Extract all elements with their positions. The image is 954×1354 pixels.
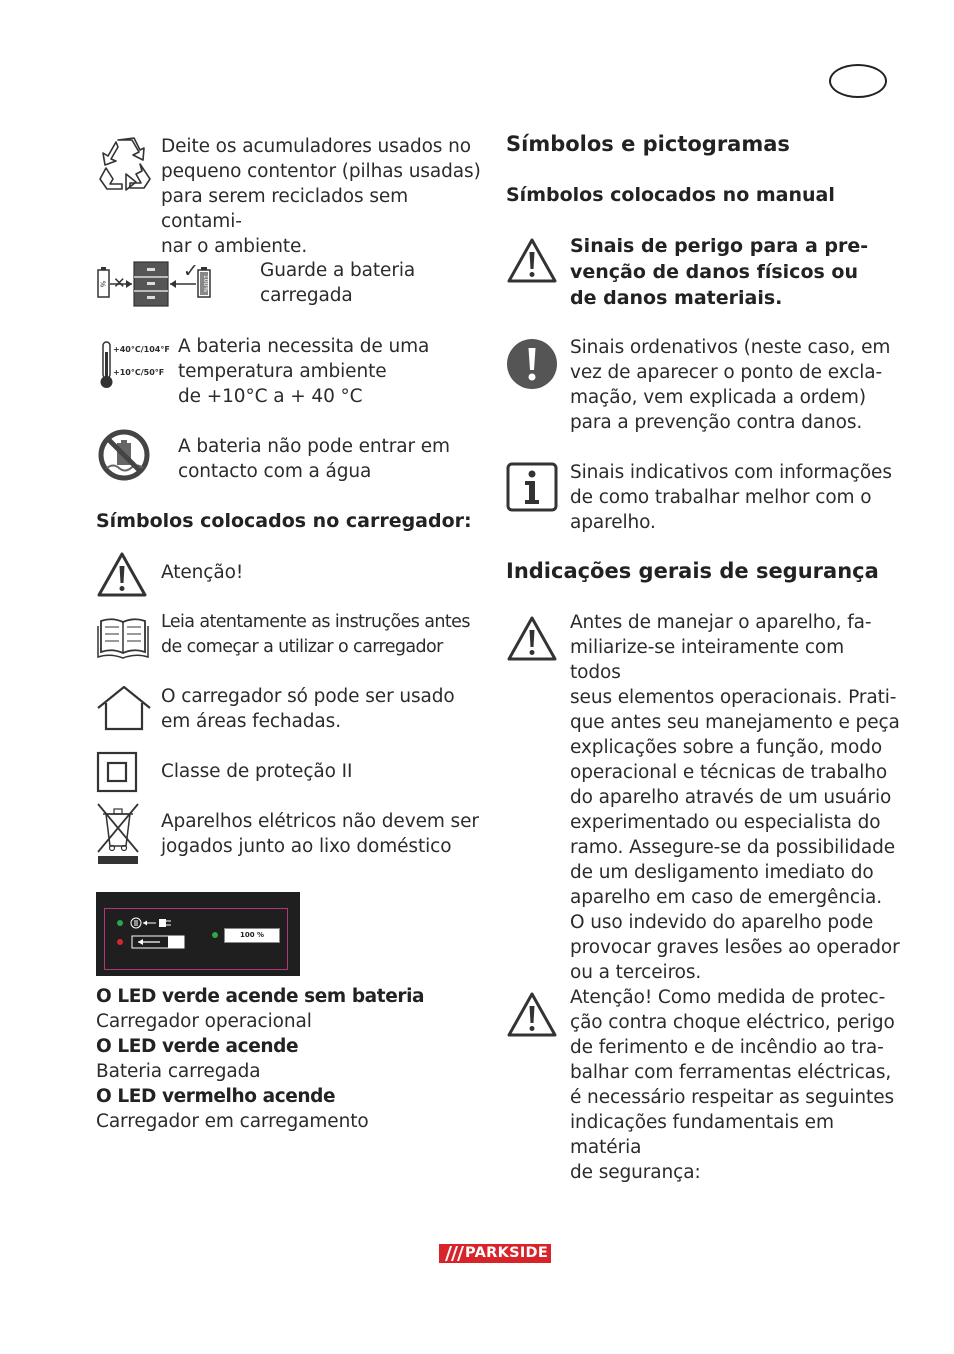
symbols-heading: Símbolos e pictogramas (506, 132, 790, 156)
temperature-high-label: +40°C/104°F (113, 345, 170, 354)
warning-icon (96, 550, 148, 598)
danger-warning-icon (506, 236, 558, 284)
power-plug-icon (130, 917, 180, 929)
water-text: A bateria não pode entrar em contacto com a água (178, 436, 450, 482)
recycle-text: Deite os acumuladores usados no pequeno contentor (pilhas usadas) para serem reciclados sem contami- nar o ambiente. (161, 136, 481, 257)
safety-text-2: Atenção! Como medida de protec- ção contra choque eléctrico, perigo de ferimento e de incêndio ao tra- balhar com ferramentas eléctricas, é necessário respeitar as seguintes indicações fundamentais em matéria de segurança: (570, 987, 895, 1183)
temperature-low-label: +10°C/50°F (113, 368, 165, 377)
charger-symbols-heading: Símbolos colocados no carregador: (96, 510, 472, 532)
battery-empty-label: % (98, 280, 107, 288)
temperature-text: A bateria necessita de uma temperatura ambiente de +10°C a + 40 °C (178, 336, 430, 407)
read-manual-icon (96, 612, 150, 662)
attention-text: Atenção! (161, 562, 244, 583)
charger-panel-image (96, 892, 300, 976)
manual-symbols-subheading: Símbolos colocados no manual (506, 184, 835, 206)
battery-storage-icon (96, 258, 216, 310)
recycle-icon (96, 134, 154, 192)
led-green-title: O LED verde acende (96, 1036, 299, 1057)
indoor-text: O carregador só pode ser usado em áreas fechadas. (161, 686, 455, 732)
thermometer-icon (98, 340, 172, 390)
battery-full-percent: 100 % (239, 931, 265, 939)
green-led-charged-icon (212, 932, 218, 938)
green-led-icon (117, 920, 123, 926)
weee-text: Aparelhos elétricos não devem ser jogados junto ao lixo doméstico (161, 811, 479, 857)
crossed-bin-icon (96, 802, 140, 864)
battery-full-indicator (224, 928, 280, 943)
led-green-desc: Bateria carregada (96, 1061, 261, 1082)
electric-warning-icon (506, 990, 558, 1038)
protection-class-ii-icon (96, 751, 138, 793)
manual-text: Leia atentamente as instruções antes de começar a utilizar o carregador (161, 612, 470, 657)
safety-heading: Indicações gerais de segurança (506, 559, 879, 583)
led-red-desc: Carregador em carregamento (96, 1111, 369, 1132)
danger-text: Sinais de perigo para a pre- venção de danos físicos ou de danos materiais. (570, 235, 869, 309)
no-water-icon (97, 428, 151, 482)
info-icon (506, 462, 558, 512)
led-green-no-battery-desc: Carregador operacional (96, 1011, 312, 1032)
cross-mark-icon: ✕ (113, 274, 126, 292)
mandatory-text: Sinais ordenativos (neste caso, em vez de aparecer o ponto de excla- mação, vem explicada a ordem) para a prevenção contra danos. (570, 337, 891, 433)
check-mark-icon: ✓ (183, 260, 199, 282)
battery-insert-icon (130, 934, 186, 950)
indoor-house-icon (96, 684, 152, 732)
led-green-no-battery-title: O LED verde acende sem bateria (96, 986, 425, 1007)
led-red-title: O LED vermelho acende (96, 1086, 336, 1107)
storage-text: Guarde a bateria carregada (260, 260, 416, 306)
protection-class-text: Classe de proteção II (161, 761, 353, 782)
safety-text-1: Antes de manejar o aparelho, fa- miliarize-se inteiramente com todos seus elementos operacionais. Prati- que antes seu manejamento e peça explicações sobre a função, modo operacional e técnicas de trabalho do aparelho através de um usuário experimentado ou especialista do ramo. Assegure-se da possibilidade de um desligamento imediato do aparelho em caso de emergência. O uso indevido do aparelho pode provocar graves lesões ao operador ou a terceiros. (570, 612, 900, 983)
red-led-icon (117, 939, 123, 945)
battery-full-label: 100% (202, 274, 210, 293)
language-badge (829, 64, 887, 98)
parkside-logo (439, 1244, 551, 1263)
safety-warning-icon (506, 614, 558, 662)
info-text: Sinais indicativos com informações de como trabalhar melhor com o aparelho. (570, 462, 892, 533)
mandatory-sign-icon (506, 338, 558, 390)
brand-name: PARKSIDE (465, 1245, 549, 1261)
